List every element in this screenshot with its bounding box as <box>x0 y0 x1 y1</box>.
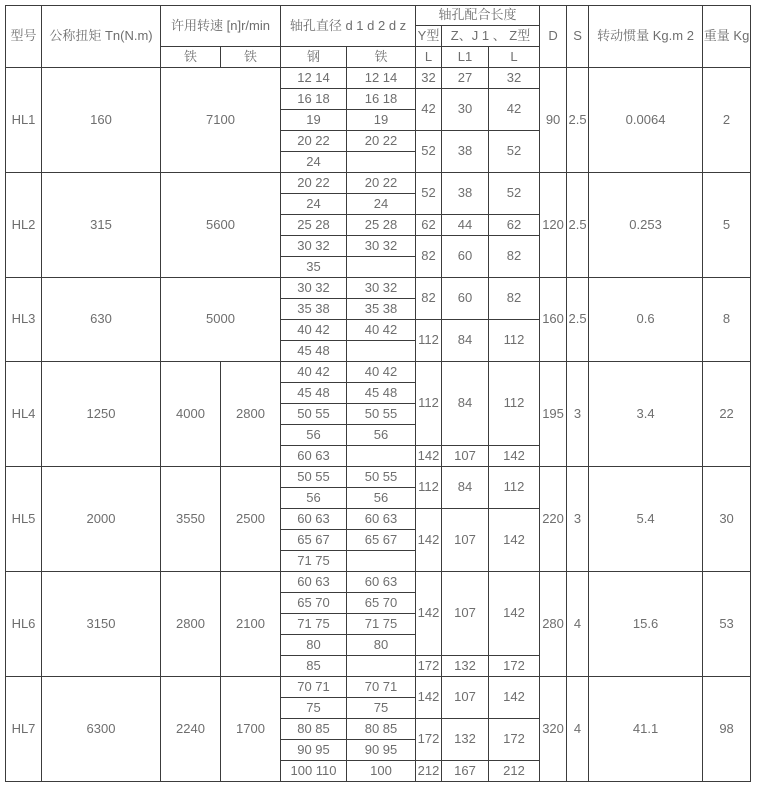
cell-torque: 2000 <box>42 467 161 572</box>
cell-d: 195 <box>540 362 567 467</box>
cell-bore-iron <box>347 341 416 362</box>
cell-length-y: 112 <box>416 467 442 509</box>
cell-bore-steel: 30 32 <box>281 236 347 257</box>
cell-d: 320 <box>540 677 567 782</box>
cell-bore-steel: 85 <box>281 656 347 677</box>
cell-length-y: 212 <box>416 761 442 782</box>
cell-bore-steel: 40 42 <box>281 362 347 383</box>
cell-length-l1: 60 <box>442 278 489 320</box>
cell-d: 160 <box>540 278 567 362</box>
cell-speed-iron: 2800 <box>221 362 281 467</box>
cell-bore-steel: 45 48 <box>281 383 347 404</box>
cell-length-y: 62 <box>416 215 442 236</box>
header-weight: 重量 Kg <box>703 6 751 68</box>
header-inertia: 转动惯量 Kg.m 2 <box>589 6 703 68</box>
header-len-l1: L1 <box>442 47 489 68</box>
cell-bore-iron: 90 95 <box>347 740 416 761</box>
cell-bore-iron: 60 63 <box>347 509 416 530</box>
cell-s: 2.5 <box>567 173 589 278</box>
cell-bore-steel: 16 18 <box>281 89 347 110</box>
cell-length-z: 82 <box>489 236 540 278</box>
cell-inertia: 0.253 <box>589 173 703 278</box>
header-len-l: L <box>416 47 442 68</box>
cell-weight: 30 <box>703 467 751 572</box>
cell-bore-steel: 24 <box>281 152 347 173</box>
cell-speed: 5000 <box>161 278 281 362</box>
cell-bore-steel: 30 32 <box>281 278 347 299</box>
cell-bore-iron: 24 <box>347 194 416 215</box>
cell-bore-iron: 16 18 <box>347 89 416 110</box>
cell-bore-steel: 20 22 <box>281 173 347 194</box>
cell-bore-steel: 50 55 <box>281 467 347 488</box>
cell-bore-iron: 35 38 <box>347 299 416 320</box>
cell-inertia: 3.4 <box>589 362 703 467</box>
cell-bore-iron: 75 <box>347 698 416 719</box>
header-nominal-torque: 公称扭矩 Tn(N.m) <box>42 6 161 68</box>
table-row <box>6 677 751 698</box>
table-row <box>6 467 751 488</box>
cell-s: 4 <box>567 572 589 677</box>
cell-length-l1: 132 <box>442 719 489 761</box>
cell-length-z: 142 <box>489 572 540 656</box>
cell-bore-steel: 60 63 <box>281 509 347 530</box>
cell-bore-steel: 50 55 <box>281 404 347 425</box>
cell-length-z: 52 <box>489 173 540 215</box>
cell-length-y: 172 <box>416 719 442 761</box>
cell-bore-steel: 40 42 <box>281 320 347 341</box>
cell-bore-steel: 25 28 <box>281 215 347 236</box>
cell-bore-iron <box>347 551 416 572</box>
header-bore-fit-length: 轴孔配合长度 <box>416 6 540 26</box>
cell-length-l1: 107 <box>442 572 489 656</box>
cell-bore-steel: 71 75 <box>281 551 347 572</box>
cell-torque: 315 <box>42 173 161 278</box>
cell-bore-steel: 100 110 <box>281 761 347 782</box>
cell-length-y: 172 <box>416 656 442 677</box>
cell-length-l1: 30 <box>442 89 489 131</box>
table-row <box>6 362 751 383</box>
cell-length-z: 112 <box>489 467 540 509</box>
cell-bore-iron: 100 <box>347 761 416 782</box>
cell-inertia: 5.4 <box>589 467 703 572</box>
cell-bore-steel: 20 22 <box>281 131 347 152</box>
cell-bore-steel: 60 63 <box>281 446 347 467</box>
cell-bore-iron: 70 71 <box>347 677 416 698</box>
cell-bore-iron: 40 42 <box>347 362 416 383</box>
cell-bore-steel: 75 <box>281 698 347 719</box>
cell-d: 90 <box>540 68 567 173</box>
cell-length-l1: 27 <box>442 68 489 89</box>
header-speed-iron-1: 铁 <box>161 47 221 68</box>
cell-bore-iron <box>347 152 416 173</box>
cell-model: HL1 <box>6 68 42 173</box>
cell-bore-iron: 56 <box>347 425 416 446</box>
cell-bore-steel: 80 <box>281 635 347 656</box>
cell-length-y: 52 <box>416 173 442 215</box>
cell-bore-iron: 50 55 <box>347 467 416 488</box>
cell-d: 220 <box>540 467 567 572</box>
cell-bore-iron: 80 <box>347 635 416 656</box>
cell-length-y: 142 <box>416 509 442 572</box>
header-len-l-2: L <box>489 47 540 68</box>
cell-bore-steel: 90 95 <box>281 740 347 761</box>
cell-bore-iron: 20 22 <box>347 131 416 152</box>
header-bore-iron: 铁 <box>347 47 416 68</box>
cell-length-z: 62 <box>489 215 540 236</box>
cell-length-y: 52 <box>416 131 442 173</box>
cell-speed-steel: 2800 <box>161 572 221 677</box>
cell-speed-iron: 2500 <box>221 467 281 572</box>
cell-d: 280 <box>540 572 567 677</box>
cell-length-y: 142 <box>416 677 442 719</box>
header-d-dim: D <box>540 6 567 68</box>
cell-bore-steel: 19 <box>281 110 347 131</box>
cell-bore-steel: 70 71 <box>281 677 347 698</box>
cell-inertia: 41.1 <box>589 677 703 782</box>
cell-length-y: 142 <box>416 572 442 656</box>
cell-length-z: 52 <box>489 131 540 173</box>
table-row <box>6 68 751 89</box>
cell-bore-iron: 25 28 <box>347 215 416 236</box>
cell-torque: 630 <box>42 278 161 362</box>
cell-length-y: 142 <box>416 446 442 467</box>
cell-s: 3 <box>567 467 589 572</box>
cell-bore-iron <box>347 446 416 467</box>
table-row <box>6 173 751 194</box>
cell-bore-iron: 19 <box>347 110 416 131</box>
cell-bore-iron: 71 75 <box>347 614 416 635</box>
cell-s: 2.5 <box>567 278 589 362</box>
cell-speed: 7100 <box>161 68 281 173</box>
cell-torque: 1250 <box>42 362 161 467</box>
cell-length-l1: 107 <box>442 446 489 467</box>
cell-torque: 3150 <box>42 572 161 677</box>
cell-speed-steel: 3550 <box>161 467 221 572</box>
header-bore-diameter: 轴孔直径 d 1 d 2 d z <box>281 6 416 47</box>
cell-bore-iron: 65 70 <box>347 593 416 614</box>
cell-length-z: 142 <box>489 446 540 467</box>
cell-length-y: 82 <box>416 278 442 320</box>
cell-torque: 160 <box>42 68 161 173</box>
cell-length-z: 172 <box>489 719 540 761</box>
coupling-spec-table <box>5 5 751 782</box>
cell-bore-iron: 12 14 <box>347 68 416 89</box>
header-z-j1-z-type: Z、J 1 、 Z型 <box>442 26 540 47</box>
cell-speed-steel: 2240 <box>161 677 221 782</box>
cell-length-z: 172 <box>489 656 540 677</box>
cell-bore-iron: 60 63 <box>347 572 416 593</box>
cell-s: 3 <box>567 362 589 467</box>
cell-length-l1: 60 <box>442 236 489 278</box>
cell-bore-iron: 40 42 <box>347 320 416 341</box>
cell-bore-steel: 56 <box>281 425 347 446</box>
cell-bore-steel: 65 70 <box>281 593 347 614</box>
cell-model: HL6 <box>6 572 42 677</box>
cell-d: 120 <box>540 173 567 278</box>
cell-speed-iron: 1700 <box>221 677 281 782</box>
cell-length-l1: 38 <box>442 131 489 173</box>
cell-length-l1: 84 <box>442 467 489 509</box>
cell-length-y: 112 <box>416 362 442 446</box>
table-row <box>6 278 751 299</box>
cell-speed-steel: 4000 <box>161 362 221 467</box>
spec-table-body <box>6 68 751 782</box>
cell-bore-steel: 24 <box>281 194 347 215</box>
cell-speed-iron: 2100 <box>221 572 281 677</box>
cell-model: HL4 <box>6 362 42 467</box>
cell-weight: 22 <box>703 362 751 467</box>
cell-length-y: 42 <box>416 89 442 131</box>
cell-bore-steel: 56 <box>281 488 347 509</box>
cell-bore-steel: 71 75 <box>281 614 347 635</box>
cell-length-l1: 107 <box>442 677 489 719</box>
cell-length-z: 82 <box>489 278 540 320</box>
header-bore-steel: 钢 <box>281 47 347 68</box>
cell-length-l1: 84 <box>442 320 489 362</box>
cell-bore-iron: 45 48 <box>347 383 416 404</box>
cell-speed: 5600 <box>161 173 281 278</box>
cell-length-z: 212 <box>489 761 540 782</box>
cell-model: HL7 <box>6 677 42 782</box>
cell-inertia: 0.0064 <box>589 68 703 173</box>
cell-bore-iron: 20 22 <box>347 173 416 194</box>
header-model: 型号 <box>6 6 42 68</box>
cell-length-l1: 38 <box>442 173 489 215</box>
header-allowed-speed: 许用转速 [n]r/min <box>161 6 281 47</box>
cell-length-y: 32 <box>416 68 442 89</box>
cell-length-y: 82 <box>416 236 442 278</box>
cell-bore-steel: 45 48 <box>281 341 347 362</box>
cell-length-z: 112 <box>489 320 540 362</box>
cell-bore-steel: 65 67 <box>281 530 347 551</box>
cell-length-z: 142 <box>489 677 540 719</box>
cell-bore-iron: 30 32 <box>347 278 416 299</box>
cell-weight: 2 <box>703 68 751 173</box>
cell-model: HL2 <box>6 173 42 278</box>
cell-torque: 6300 <box>42 677 161 782</box>
cell-bore-iron: 56 <box>347 488 416 509</box>
cell-length-l1: 167 <box>442 761 489 782</box>
cell-s: 4 <box>567 677 589 782</box>
cell-bore-steel: 80 85 <box>281 719 347 740</box>
table-row <box>6 572 751 593</box>
cell-weight: 5 <box>703 173 751 278</box>
header-s-dim: S <box>567 6 589 68</box>
cell-length-l1: 44 <box>442 215 489 236</box>
cell-s: 2.5 <box>567 68 589 173</box>
cell-bore-iron <box>347 656 416 677</box>
spec-table-head <box>6 6 751 68</box>
cell-length-z: 112 <box>489 362 540 446</box>
header-y-type: Y型 <box>416 26 442 47</box>
cell-bore-iron: 50 55 <box>347 404 416 425</box>
cell-length-l1: 132 <box>442 656 489 677</box>
cell-bore-iron: 65 67 <box>347 530 416 551</box>
cell-bore-steel: 60 63 <box>281 572 347 593</box>
cell-bore-iron: 80 85 <box>347 719 416 740</box>
cell-length-z: 142 <box>489 509 540 572</box>
cell-inertia: 15.6 <box>589 572 703 677</box>
cell-bore-steel: 35 38 <box>281 299 347 320</box>
cell-weight: 8 <box>703 278 751 362</box>
cell-model: HL5 <box>6 467 42 572</box>
cell-bore-steel: 12 14 <box>281 68 347 89</box>
cell-bore-iron: 30 32 <box>347 236 416 257</box>
cell-length-z: 42 <box>489 89 540 131</box>
cell-weight: 98 <box>703 677 751 782</box>
header-speed-iron-2: 铁 <box>221 47 281 68</box>
cell-inertia: 0.6 <box>589 278 703 362</box>
cell-length-l1: 84 <box>442 362 489 446</box>
cell-length-z: 32 <box>489 68 540 89</box>
cell-length-y: 112 <box>416 320 442 362</box>
cell-bore-steel: 35 <box>281 257 347 278</box>
cell-weight: 53 <box>703 572 751 677</box>
cell-length-l1: 107 <box>442 509 489 572</box>
cell-model: HL3 <box>6 278 42 362</box>
cell-bore-iron <box>347 257 416 278</box>
